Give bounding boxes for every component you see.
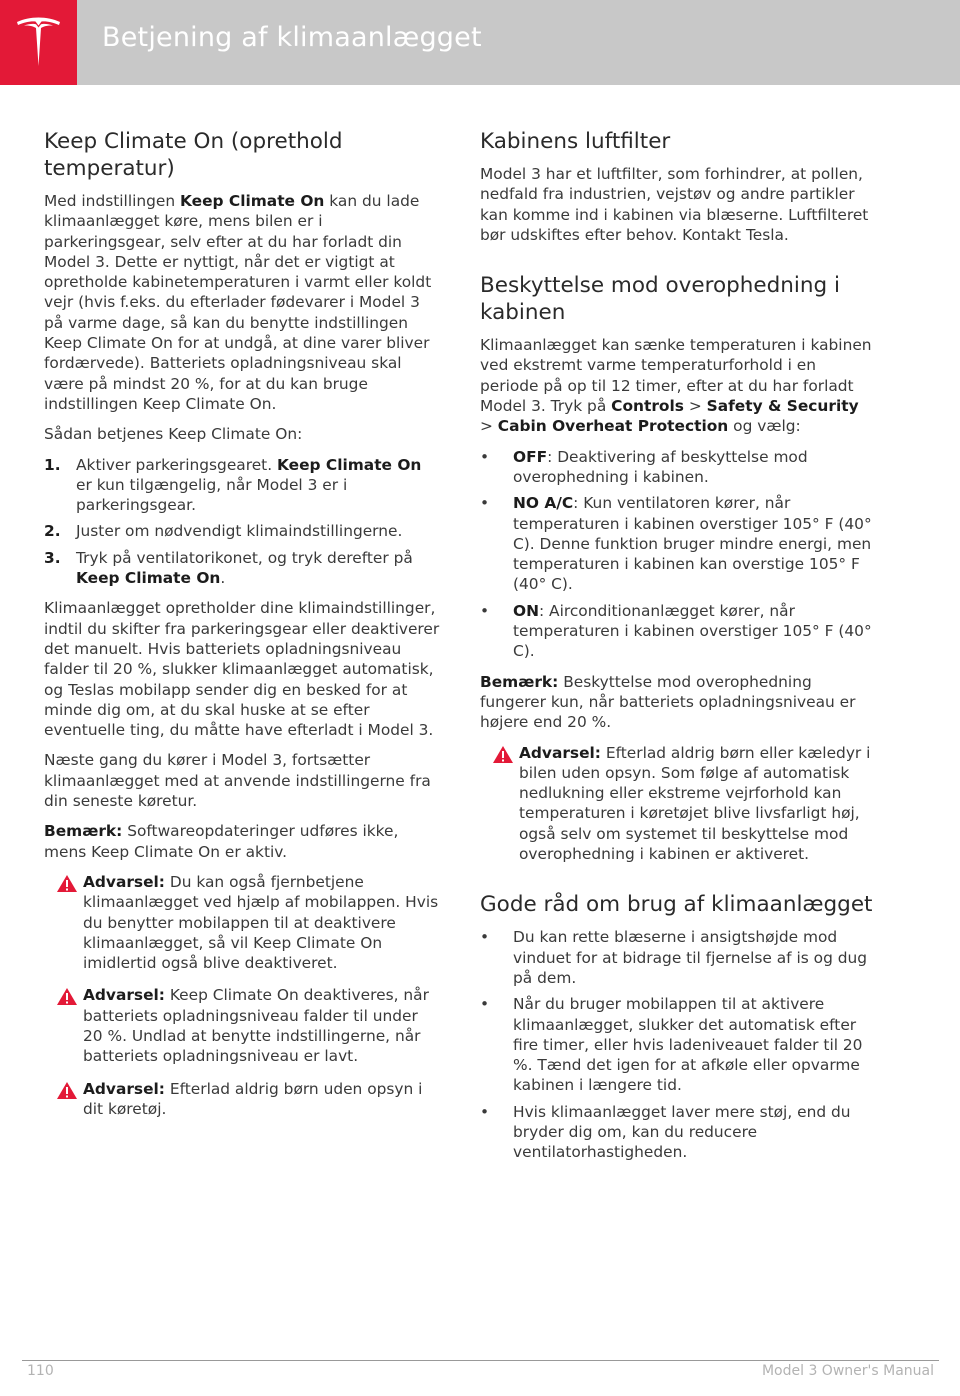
step-item: 3. Tryk på ventilatorikonet, og tryk derefter på Keep Climate On. [44,548,413,588]
warning-triangle-icon [56,1081,78,1100]
list-item: • Hvis klimaanlægget laver mere støj, end du bryder dig om, kan du reducere ventilatorhastigheden. [480,1102,851,1162]
section-heading-air-filter: Kabinens luftfilter [480,129,671,154]
warning-block: Advarsel: Keep Climate On deaktiveres, når batteriets opladningsniveau falder til under 20 %. Undlad at benytte indstillingerne, når batteriets opladningsniveau er lavt. [44,985,440,1066]
warning-triangle-icon [56,987,78,1006]
paragraph-next-drive: Næste gang du kører i Model 3, fortsætter klimaanlægget med at anvende indstillingerne fra din seneste køretur. [44,751,431,811]
overheat-intro: Klimaanlægget kan sænke temperaturen i kabinen ved ekstremt varme temperaturforhold i en periode på op til 12 timer, efter at du har forladt Model 3. Tryk på Controls > Safety & Security > Cabin Overheat Protection og vælg: [480,336,872,436]
page-number: 110 [27,1363,54,1379]
warning-triangle-icon [56,874,78,893]
section-heading-tips: Gode råd om brug af klimaanlægget [480,892,873,918]
warning-block: Advarsel: Du kan også fjernbetjene klimaanlægget ved hjælp af mobilappen. Hvis du benytter mobilappen til at deaktivere klimaanlægget, så vil Keep Climate On imidlertid også blive deaktiveret. [44,872,440,973]
list-item: • Du kan rette blæserne i ansigtshøjde mod vinduet for at bidrage til fjernelse af is og dug på dem. [480,928,868,987]
left-column [44,128,440,1131]
list-item: • Når du bruger mobilappen til at aktivere klimaanlægget, slukker det automatisk efter fire timer, eller hvis ladeniveauet falder til 20 %. Tænd det igen for at afkøle eller opvarme kabinen i længere tid. [480,995,863,1095]
page-header [0,0,960,85]
how-to-heading: Sådan betjenes Keep Climate On: [44,425,303,444]
section-heading-keep-climate-on: Keep Climate On (oprethold temperatur) [44,129,343,181]
list-item: • OFF: Deaktivering af beskyttelse mod overophedning i kabinen. [480,447,808,486]
steps-list [44,455,440,589]
brand-logo-box [0,0,77,85]
note-overheat: Bemærk: Beskyttelse mod overophedning fungerer kun, når batteriets opladningsniveau er højere end 20 %. [480,672,856,732]
step-item: 1. Aktiver parkeringsgearet. Keep Climate On er kun tilgængelig, når Model 3 er i parkeringsgear. [44,455,422,515]
overheat-options-list [480,447,876,662]
warning-block: Advarsel: Efterlad aldrig børn uden opsyn i dit køretøj. [44,1079,440,1120]
section-heading-overheat-protection: Beskyttelse mod overophedning i kabinen [480,273,840,326]
air-filter-text: Model 3 har et luftfilter, som forhindrer, at pollen, nedfald fra industrien, vejstøv og andre partikler kan komme ind i kabinen via blæserne. Luftfilteret bør udskiftes efter behov. Kontakt Tesla. [480,165,869,244]
note-software-updates: Bemærk: Softwareopdateringer udføres ikke, mens Keep Climate On er aktiv. [44,822,399,861]
footer-divider [22,1360,939,1361]
list-item: • ON: Airconditionanlægget kører, når temperaturen i kabinen overstiger 105° F (40° C). [480,601,872,661]
tips-list [480,927,876,1162]
paragraph-battery-shutdown: Klimaanlægget opretholder dine klimaindstillinger, indtil du skifter fra parkeringsgear eller deaktiverer det manuelt. Hvis batteriets opladningsniveau falder til 20 %, slukker klimaanlægget automatisk, og Teslas mobilapp sender dig en besked for at minde dig om, at du skal huske at se efter eventuelle ting, du måtte have efterladt i Model 3. [44,599,440,740]
step-item: 2. Juster om nødvendigt klimaindstillingerne. [44,522,403,541]
warning-block: Advarsel: Efterlad aldrig børn eller kæledyr i bilen uden opsyn. Som følge af automatisk nedlukning eller ekstreme vejrforhold kan temperaturen i køretøjet blive livsfarligt høj, også selv om systemet til beskyttelse mod overophedning i kabinen er aktiveret. [480,743,876,865]
keep-climate-intro: Med indstillingen Keep Climate On kan du lade klimaanlægget køre, mens bilen er i parkeringsgear, selv efter at du har forladt din Model 3. Dette er nyttigt, når det er vigtigt at opretholde kabinetemperaturen i varmt eller koldt vejr (hvis f.eks. du efterlader fødevarer i Model 3 på varme dage, så kan du benytte indstillingen Keep Climate On for at undgå, at dine varer bliver fordærvede). Batteriets opladningsniveau skal være på mindst 20 %, for at du kan bruge indstillingen Keep Climate On. [44,192,432,413]
page-title: Betjening af klimaanlægget [102,22,482,53]
list-item: • NO A/C: Kun ventilatoren kører, når temperaturen i kabinen overstiger 105° F (40° C). Denne funktion bruger mindre energi, men temperaturen i kabinen kan overstige 105° F (40° C). [480,494,872,594]
warning-triangle-icon [492,745,514,764]
tesla-logo-icon [15,16,62,68]
right-column [480,128,876,1173]
manual-title: Model 3 Owner's Manual [761,1363,934,1379]
